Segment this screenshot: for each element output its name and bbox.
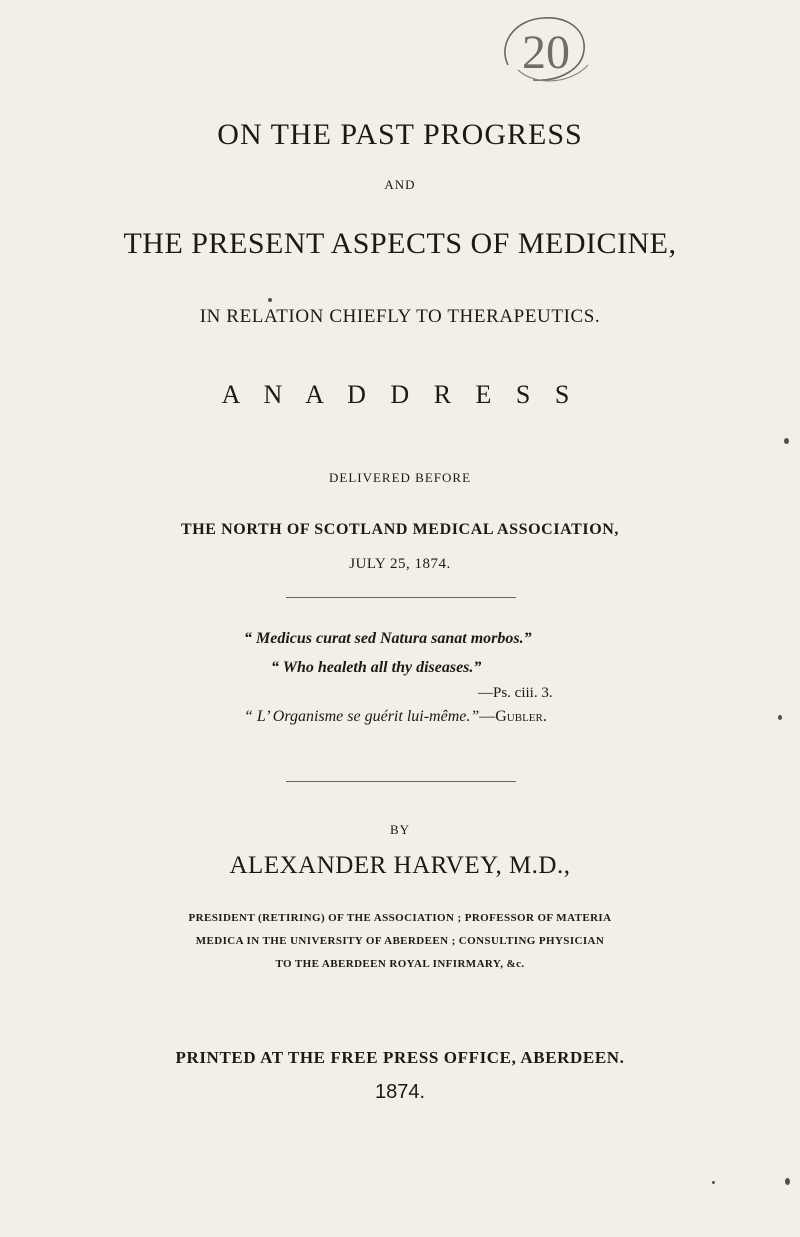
epigraph-french-attribution: —Gubler. — [479, 708, 547, 725]
delivered-before: DELIVERED BEFORE — [328, 470, 472, 485]
paper-speck — [268, 298, 272, 302]
paper-speck — [712, 1181, 715, 1184]
address-heading: A N A D D R E S S — [221, 380, 579, 409]
stamp-mark-icon — [488, 10, 598, 90]
association-name: THE NORTH OF SCOTLAND MEDICAL ASSOCIATION, — [180, 521, 620, 538]
author-desc-line-2: MEDICA IN THE UNIVERSITY OF ABERDEEN ; CONSULTING PHYSICIAN — [195, 935, 605, 947]
stamp-number: 20 — [522, 26, 570, 79]
imprint-year: 1874. — [374, 1081, 426, 1103]
epigraph-english: “ Who healeth all thy diseases.” — [271, 659, 482, 676]
address-date: JULY 25, 1874. — [349, 556, 451, 572]
paper-speck — [784, 438, 789, 444]
paper-speck — [778, 715, 782, 720]
paper-speck — [785, 1178, 790, 1185]
library-stamp — [488, 10, 598, 90]
title-line-3: IN RELATION CHIEFLY TO THERAPEUTICS. — [199, 306, 601, 327]
title-connector: AND — [384, 177, 416, 192]
title-line-1: ON THE PAST PROGRESS — [217, 118, 583, 151]
author-name: ALEXANDER HARVEY, M.D., — [229, 852, 571, 879]
imprint-printer: PRINTED AT THE FREE PRESS OFFICE, ABERDEEN. — [175, 1048, 625, 1067]
author-desc-line-1: PRESIDENT (RETIRING) OF THE ASSOCIATION ; PROFESSOR OF MATERIA — [188, 912, 612, 924]
title-line-2: THE PRESENT ASPECTS OF MEDICINE, — [123, 227, 677, 260]
epigraph-source: —Ps. ciii. 3. — [478, 685, 553, 701]
divider-top — [286, 597, 516, 598]
epigraph-french — [244, 708, 547, 726]
by-label: BY — [389, 822, 411, 837]
divider-bottom — [286, 781, 516, 782]
author-desc-line-3: TO THE ABERDEEN ROYAL INFIRMARY, &c. — [275, 958, 525, 970]
epigraph-latin: “ Medicus curat sed Natura sanat morbos.” — [244, 630, 532, 647]
epigraph-french-text: “ L’ Organisme se guérit lui-même.” — [244, 708, 480, 725]
